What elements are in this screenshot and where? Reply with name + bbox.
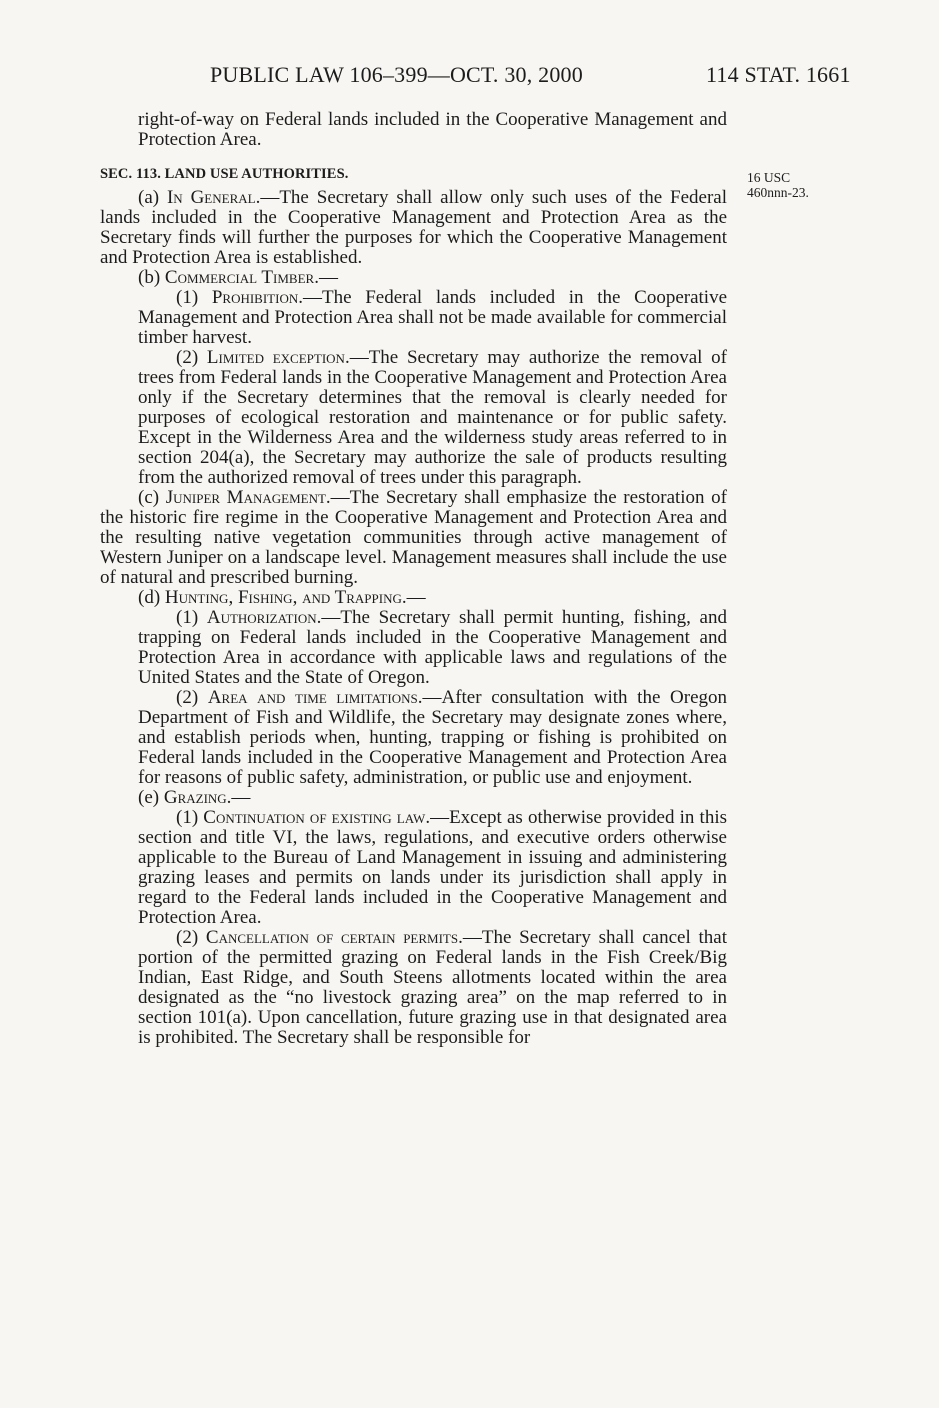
paragraph-b2-caption: Limited exception	[206, 347, 345, 368]
continuation-paragraph: right-of-way on Federal lands included in the Cooperative Management and Protection Area.	[138, 109, 727, 150]
paragraph-d1-caption: Authorization	[206, 607, 317, 628]
header-stat-citation: 114 STAT. 1661	[706, 62, 851, 87]
paragraph-e2-label: (2)	[176, 927, 206, 948]
margin-note-line1: 16 USC	[747, 170, 791, 185]
paragraph-b1-caption: Prohibition	[211, 287, 299, 308]
paragraph-e2	[138, 928, 727, 1048]
margin-note-line2: 460nnn-23.	[747, 185, 809, 200]
subsection-a	[100, 188, 727, 268]
paragraph-d2-text: .—After consultation with the Oregon Department of Fish and Wildlife, the Secretary may designate zones where, and establish periods when, hunting, trapping or fishing is prohibited on Federal lands included in the Cooperative Management and Protection Area for reasons of public safety, administration, or public use and enjoyment.	[138, 687, 728, 788]
paragraph-b2	[138, 348, 727, 488]
paragraph-e1-label: (1)	[176, 807, 204, 828]
paragraph-d1-label: (1)	[176, 607, 207, 628]
subsection-c-text: .—The Secretary shall emphasize the restoration of the historic fire regime in the Cooperative Management and Protection Area and the resulting native vegetation communities through active management of Western Juniper on a landscape level. Management measures shall include the use of natural and prescribed burning.	[100, 487, 728, 588]
subsection-e-caption: Grazing	[163, 787, 227, 808]
margin-note	[747, 170, 809, 200]
subsection-b	[100, 268, 727, 288]
subsection-a-label: (a)	[138, 187, 167, 208]
header-title: PUBLIC LAW 106–399—OCT. 30, 2000	[210, 62, 583, 87]
subsection-d-tail: .—	[401, 587, 426, 608]
paragraph-b1-text: .—The Federal lands included in the Cooperative Management and Protection Area shall not be made available for commercial timber harvest.	[138, 287, 727, 348]
paragraph-e2-text: .—The Secretary shall cancel that portion of the permitted grazing on Federal lands in the Fish Creek/Big Indian, East Ridge, and South Steens allotments located within the area designated as the “no livestock grazing area” on the map referred to in section 101(a). Upon cancellation, future grazing use in that designated area is prohibited. The Secretary shall be responsible for	[138, 927, 727, 1048]
paragraph-b2-text: .—The Secretary may authorize the removal of trees from Federal lands in the Cooperative Management and Protection Area only if the Secretary determines that the removal is clearly needed for purposes of ecological restoration and maintenance or for public safety. Except in the Wilderness Area and the wilderness study areas referred to in section 204(a), the Secretary may authorize the sale of products resulting from the authorized removal of trees under this paragraph.	[138, 347, 728, 488]
subsection-e-paragraphs	[100, 808, 727, 1048]
subsection-e-tail: .—	[226, 787, 251, 808]
paragraph-d2-caption: Area and time limitations	[207, 687, 418, 708]
subsection-b-label: (b)	[138, 267, 165, 288]
subsection-e	[100, 788, 727, 808]
paragraph-d2	[138, 688, 727, 788]
subsection-d-caption: Hunting, Fishing, and Trapping	[164, 587, 402, 608]
subsection-b-tail: .—	[314, 267, 338, 288]
paragraph-d1-text: .—The Secretary shall permit hunting, fishing, and trapping on Federal lands included in the Cooperative Management and Protection Area in accordance with applicable laws and regulations of the United States and the State of Oregon.	[138, 607, 727, 688]
subsection-d-paragraphs	[100, 608, 727, 788]
body-text	[100, 110, 727, 1048]
subsection-d-label: (d)	[138, 587, 165, 608]
subsection-e-label: (e)	[138, 787, 164, 808]
paragraph-e1	[138, 808, 727, 928]
subsection-c-caption: Juniper Management	[165, 487, 326, 508]
paragraph-d1	[138, 608, 727, 688]
subsection-b-caption: Commercial Timber	[164, 267, 315, 288]
subsection-c	[100, 488, 727, 588]
paragraph-b1-label: (1)	[176, 287, 212, 308]
subsection-a-text: .—The Secretary shall allow only such uses of the Federal lands included in the Cooperative Management and Protection Area as the Secretary finds will further the purposes for which the Cooperative Management and Protection Area is established.	[100, 187, 727, 268]
paragraph-e2-caption: Cancellation of certain permits	[205, 927, 459, 948]
paragraph-e1-text: .—Except as otherwise provided in this section and title VI, the laws, regulations, and executive orders otherwise applicable to the Bureau of Land Management in issuing and administering grazing leases and permits on lands under its jurisdiction shall apply in regard to the Federal lands included in the Cooperative Management and Protection Area.	[138, 807, 727, 928]
subsection-c-label: (c)	[138, 487, 166, 508]
subsection-d	[100, 588, 727, 608]
paragraph-e1-caption: Continuation of existing law	[203, 807, 426, 828]
paragraph-b2-label: (2)	[176, 347, 207, 368]
subsection-a-caption: In General	[166, 187, 256, 208]
paragraph-b1	[138, 288, 727, 348]
subsection-b-paragraphs	[100, 288, 727, 488]
paragraph-d2-label: (2)	[176, 687, 208, 708]
section-heading: SEC. 113. LAND USE AUTHORITIES.	[100, 166, 349, 182]
